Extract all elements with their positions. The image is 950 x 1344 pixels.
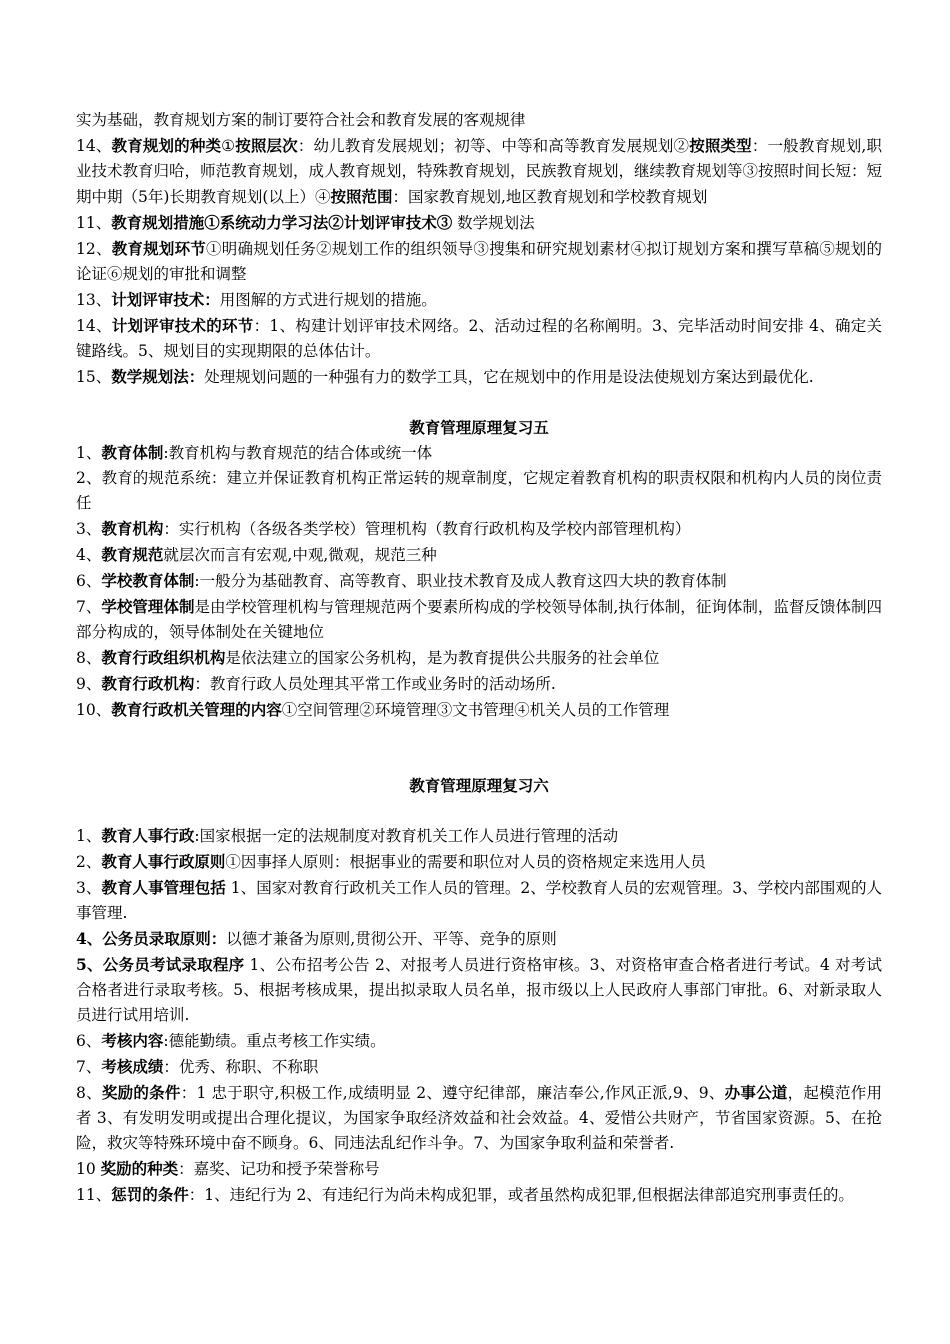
text-run: 用图解的方式进行规划的措施。 (219, 291, 437, 309)
text-run: 处理规划问题的一种强有力的数学工具，它在规划中的作用是设法使规划方案达到最优化. (204, 368, 814, 386)
text-run: 2、教育的规范系统：建立并保证教育机构正常运转的规章制度，它规定着教育机构的职责权限和机构内人员的岗位责任 (76, 469, 882, 512)
bold-term: 5、公务员考试录取程序 (76, 955, 245, 974)
paragraph (76, 108, 882, 133)
bold-term: 4、公务员录取原则： (76, 929, 227, 948)
text-run: ：嘉奖、记功和授予荣誉称号 (178, 1160, 380, 1178)
bold-term: 按照层次 (235, 136, 298, 155)
paragraph (76, 1028, 882, 1054)
bold-term: 教育行政机关管理的内容 (111, 700, 282, 719)
text-run: ① (221, 137, 236, 155)
text-run: 3、 (76, 879, 102, 897)
text-run: ：优秀、称职、不称职 (163, 1058, 319, 1076)
text-run: 就层次而言有宏观,中观,微观，规范三种 (163, 546, 437, 564)
section-title: 教育管理原理复习六 (409, 776, 549, 795)
text-run: 实为基础，教育规划方案的制订要符合社会和教育发展的客观规律 (76, 111, 526, 129)
bold-term: 计划评审技术： (111, 290, 220, 309)
text-run: ：1、构建计划评审技术网络。2、活动过程的名称阐明。3、完毕活动时间安排 4、确定关键路线。5、规划目的实现期限的总体估计。 (76, 317, 882, 360)
text-run: 3、 (76, 520, 102, 538)
text-run: 11、 (76, 1186, 112, 1204)
spacer (76, 723, 882, 773)
section-review-six (76, 773, 882, 1208)
text-run: 1、公布招考公告 2、对报考人员进行资格审核。3、对资格审查合格者进行考试。4 对考试合格者进行录取考核。5、根据考核成果，提出拟录取人员名单，报市级以上人民政府人事部门审批。6、对新录取人员进行试用培训. (76, 956, 882, 1024)
bold-term: 教育行政机构 (101, 674, 195, 693)
spacer (76, 390, 882, 415)
text-run: 14、 (76, 317, 112, 335)
paragraph (76, 313, 882, 364)
paragraph (76, 875, 882, 926)
bold-term: 学校管理体制 (101, 597, 195, 616)
bold-term: 办事公道 (724, 1083, 788, 1102)
section-review-five (76, 415, 882, 723)
text-run: 15、 (76, 368, 112, 386)
text-run: 6、 (76, 572, 102, 590)
paragraph (76, 568, 882, 594)
section-prev (76, 108, 882, 390)
text-run: :教育机构与教育规范的结合体或统一体 (163, 444, 433, 462)
paragraph (76, 849, 882, 875)
text-run: 8、 (76, 1084, 102, 1102)
paragraph (76, 645, 882, 671)
bold-term: 计划评审技术的环节 (111, 316, 254, 335)
text-run: 6、 (76, 1032, 102, 1050)
text-run: ①空间管理②环境管理③文书管理④机关人员的工作管理 (281, 701, 670, 719)
text-run: 10 (76, 1160, 101, 1178)
bold-term: 按照类型 (689, 136, 752, 155)
bold-term: 教育机构 (101, 519, 164, 538)
bold-term: 教育体制 (101, 443, 164, 462)
paragraph (76, 952, 882, 1028)
bold-term: 教育规范 (101, 545, 164, 564)
paragraph (76, 823, 882, 849)
bold-term: 教育规划的种类 (111, 136, 222, 155)
text-run: ：实行机构（各级各类学校）管理机构（教育行政机构及学校内部管理机构） (163, 520, 691, 538)
text-run: 10、 (76, 701, 112, 719)
text-run: :一般分为基础教育、高等教育、职业技术教育及成人教育这四大块的教育体制 (194, 572, 727, 590)
paragraph (76, 926, 882, 952)
text-run: ：1 忠于职守,积极工作,成绩明显 2、遵守纪律部，廉洁奉公,作风正派,9、9、 (180, 1084, 725, 1102)
text-run: 8、 (76, 649, 102, 667)
text-run: 是由学校管理机构与管理规范两个要素所构成的学校领导体制,执行体制，征询体制，监督反馈体制四部分构成的，领导体制处在关键地位 (76, 598, 882, 641)
text-run: 13、 (76, 291, 112, 309)
bold-term: 教育人事行政 (101, 826, 195, 845)
text-run: 1、 (76, 827, 102, 845)
paragraph (76, 1156, 882, 1182)
section-title: 教育管理原理复习五 (409, 418, 549, 437)
bold-term: 教育行政组织机构 (101, 648, 226, 667)
text-run: :德能勤绩。重点考核工作实绩。 (163, 1032, 386, 1050)
bold-term: 奖励的种类 (100, 1159, 179, 1178)
bold-term: 教育人事管理包括 (101, 878, 226, 897)
text-run: ：幼儿教育发展规划；初等、中等和高等教育发展规划② (297, 137, 690, 155)
text-run: 1、 (76, 444, 102, 462)
text-run: ：国家教育规划,地区教育规划和学校教育规划 (392, 188, 708, 206)
bold-term: 教育规划环节 (111, 239, 207, 258)
text-run: 以德才兼备为原则,贯彻公开、平等、竞争的原则 (226, 930, 557, 948)
text-run: 2、 (76, 853, 102, 871)
paragraph (76, 210, 882, 236)
text-run: :国家根据一定的法规制度对教育机关工作人员进行管理的活动 (194, 827, 619, 845)
text-run: ①明确规划任务②规划工作的组织领导③搜集和研究规划素材④拟订规划方案和撰写草稿⑤规划的论证⑥规划的审批和调整 (76, 240, 882, 283)
document-page (76, 108, 882, 1208)
bold-term: 教育人事行政原则 (101, 852, 226, 871)
paragraph-list (76, 440, 882, 723)
paragraph (76, 440, 882, 466)
paragraph (76, 364, 882, 390)
paragraph-list (76, 823, 882, 1208)
bold-term: 学校教育体制 (101, 571, 195, 590)
paragraph (76, 516, 882, 542)
paragraph-list (76, 108, 882, 390)
text-run: ，起模范作用者 3、有发明发明或提出合理化提议，为国家争取经济效益和社会效益。4、爱惜公共财产，节省国家资源。5、在抢险，救灾等特殊环境中奋不顾身。6、同违法乱纪作斗争。7、为国家争取利益和荣誉者. (76, 1084, 882, 1152)
text-run: 1、国家对教育行政机关工作人员的管理。2、学校教育人员的宏观管理。3、学校内部围观的人事管理. (76, 879, 882, 922)
text-run: 9、 (76, 675, 102, 693)
paragraph (76, 671, 882, 697)
bold-term: 惩罚的条件 (111, 1185, 189, 1204)
paragraph (76, 287, 882, 313)
paragraph (76, 697, 882, 723)
bold-term: 数学规划法： (111, 367, 205, 386)
paragraph (76, 133, 882, 210)
text-run: 12、 (76, 240, 112, 258)
text-run: ①因事择人原则：根据事业的需要和职位对人员的资格规定来选用人员 (225, 853, 706, 871)
paragraph (76, 542, 882, 568)
paragraph (76, 1080, 882, 1156)
bold-term: 考核成绩 (101, 1057, 164, 1076)
text-run: 4、 (76, 546, 102, 564)
paragraph (76, 1182, 882, 1208)
paragraph (76, 1054, 882, 1080)
text-run: ：教育行政人员处理其平常工作或业务时的活动场所. (194, 675, 556, 693)
spacer (76, 798, 882, 823)
text-run: 14、 (76, 137, 112, 155)
text-run: 数学规划法 (452, 214, 535, 232)
paragraph (76, 236, 882, 287)
bold-term: 奖励的条件 (101, 1083, 181, 1102)
text-run: 是依法建立的国家公务机构，是为教育提供公共服务的社会单位 (225, 649, 660, 667)
text-run: ：一般教育规划,职业技术教育归哈，师范教育规划，成人教育规划，特殊教育规划，民族教育规划，继续教育规划等③按照时间长短：短期中期（5年)长期教育规划(以上）④ (76, 137, 883, 206)
text-run: 7、 (76, 598, 102, 616)
paragraph (76, 594, 882, 645)
text-run: ：1、违纪行为 2、有违纪行为尚未构成犯罪，或者虽然构成犯罪,但根据法律部追究刑事责任的。 (188, 1186, 854, 1204)
bold-term: 按照范围 (330, 187, 393, 206)
text-run: 7、 (76, 1058, 102, 1076)
paragraph (76, 466, 882, 516)
bold-term: 考核内容 (101, 1031, 164, 1050)
text-run: 11、 (76, 214, 112, 232)
bold-term: 教育规划措施①系统动力学习法②计划评审技术③ (111, 213, 453, 232)
